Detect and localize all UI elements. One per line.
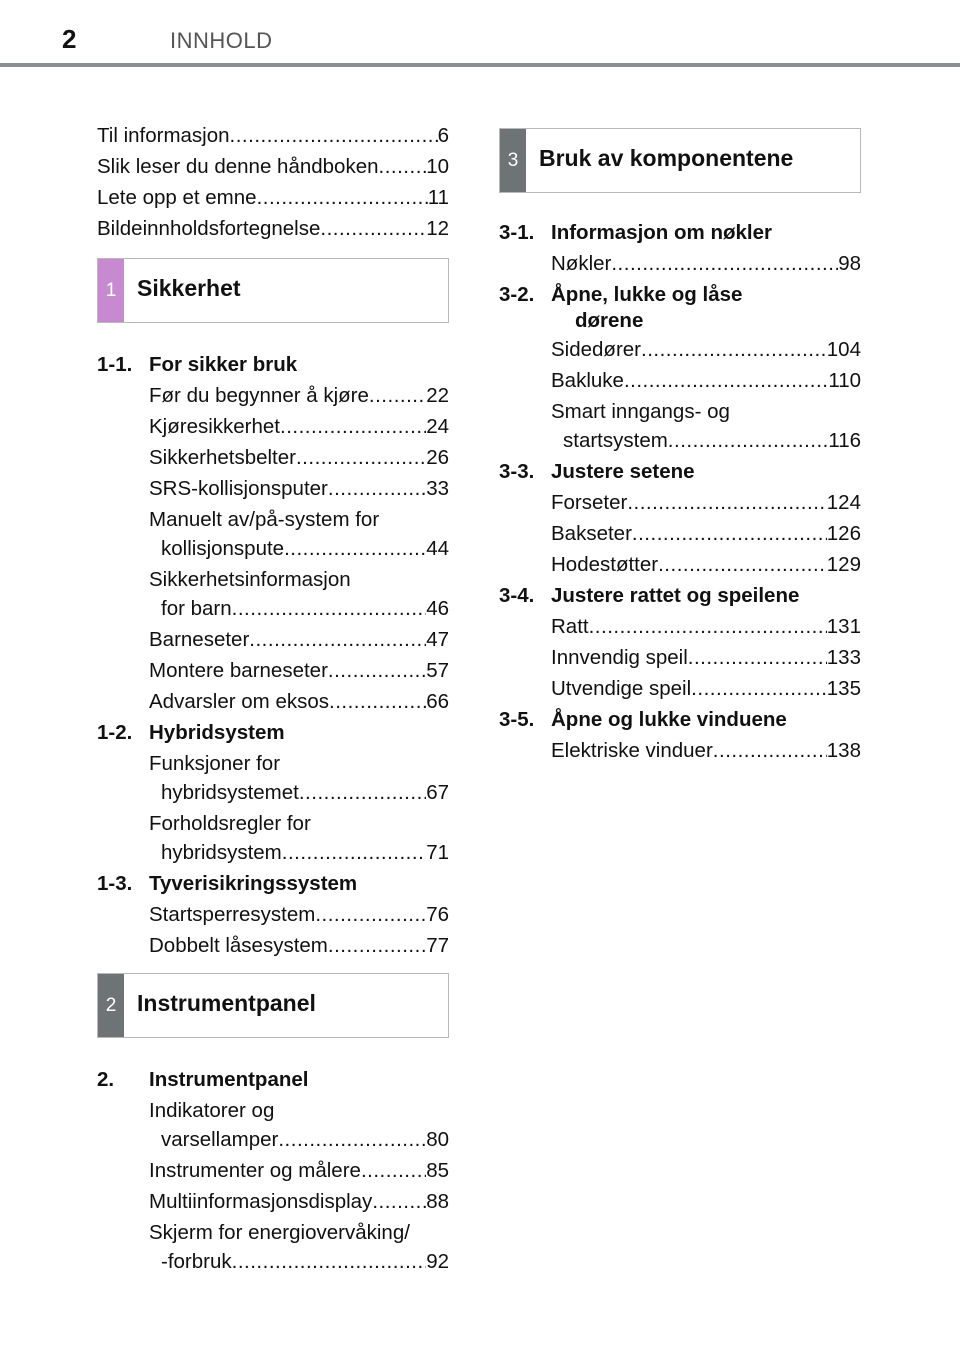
toc-entry-wrapped[interactable]: Manuelt av/på-system for kollisjonspute ..... 44 bbox=[149, 504, 449, 564]
entry-group bbox=[499, 611, 861, 704]
toc-entry[interactable]: Multiinformasjonsdisplay ..... 88 bbox=[149, 1186, 449, 1217]
toc-entry[interactable]: Lete opp et emne ..... 11 bbox=[97, 182, 449, 213]
entry-group bbox=[97, 380, 449, 717]
toc-entry[interactable]: Kjøresikkerhet ..... 24 bbox=[149, 411, 449, 442]
toc-entry[interactable]: Elektriske vinduer ..... 138 bbox=[551, 735, 861, 766]
section-tab: 3 bbox=[500, 129, 526, 192]
toc-entry[interactable]: Sikkerhetsbelter ..... 26 bbox=[149, 442, 449, 473]
section-header-bruk-av-komponentene[interactable] bbox=[499, 128, 861, 193]
toc-entry-wrapped[interactable]: Funksjoner for hybridsystemet ..... 67 bbox=[149, 748, 449, 808]
toc-entry-wrapped[interactable]: Indikatorer og varsellamper ..... 80 bbox=[149, 1095, 449, 1155]
toc-left-column bbox=[97, 120, 449, 1277]
entry-group bbox=[97, 1095, 449, 1277]
subsection-heading[interactable]: 1-1. For sikker bruk bbox=[97, 353, 298, 376]
toc-entry-wrapped[interactable]: Sikkerhetsinformasjon for barn ..... 46 bbox=[149, 564, 449, 624]
entry-group bbox=[499, 487, 861, 580]
toc-entry[interactable]: Montere barneseter ..... 57 bbox=[149, 655, 449, 686]
entry-group bbox=[97, 748, 449, 868]
subsection-heading[interactable]: 3-3. Justere setene bbox=[499, 460, 695, 483]
toc-entry[interactable]: Slik leser du denne håndboken ..... 10 bbox=[97, 151, 449, 182]
subsection-heading[interactable]: 1-3. Tyverisikringssystem bbox=[97, 872, 358, 895]
subsection-heading[interactable]: 3-4. Justere rattet og speilene bbox=[499, 584, 800, 607]
section-title: Sikkerhet bbox=[137, 275, 241, 301]
subsection-heading[interactable]: 3-5. Åpne og lukke vinduene bbox=[499, 708, 787, 731]
page-header bbox=[0, 0, 960, 68]
subsection-heading[interactable]: 3-2. Åpne, lukke og låse dørene bbox=[499, 283, 743, 332]
section-title: Instrumentpanel bbox=[137, 990, 316, 1016]
entry-group bbox=[499, 735, 861, 766]
section-header-instrumentpanel[interactable] bbox=[97, 973, 449, 1038]
header-title: INNHOLD bbox=[170, 28, 273, 53]
header-rule bbox=[0, 63, 960, 67]
toc-entry[interactable]: Dobbelt låsesystem ..... 77 bbox=[149, 930, 449, 961]
toc-entry-wrapped[interactable]: Skjerm for energiovervåking/ -forbruk ..... 92 bbox=[149, 1217, 449, 1277]
toc-entry[interactable]: Nøkler ..... 98 bbox=[551, 248, 861, 279]
entry-group bbox=[499, 248, 861, 279]
toc-entry[interactable]: Sidedører ..... 104 bbox=[551, 334, 861, 365]
entry-group bbox=[97, 899, 449, 961]
toc-entry[interactable]: Startsperresystem ..... 76 bbox=[149, 899, 449, 930]
toc-entry-wrapped[interactable]: Forholdsregler for hybridsystem ..... 71 bbox=[149, 808, 449, 868]
toc-entry[interactable]: Instrumenter og målere ..... 85 bbox=[149, 1155, 449, 1186]
toc-entry-wrapped[interactable]: Smart inngangs- og startsystem ..... 116 bbox=[551, 396, 861, 456]
entry-group bbox=[499, 334, 861, 456]
toc-entry[interactable]: Ratt ..... 131 bbox=[551, 611, 861, 642]
section-header-sikkerhet[interactable] bbox=[97, 258, 449, 323]
section-tab: 1 bbox=[98, 259, 124, 322]
toc-entry[interactable]: Innvendig speil ..... 133 bbox=[551, 642, 861, 673]
subsection-heading[interactable]: 3-1. Informasjon om nøkler bbox=[499, 221, 772, 244]
section-tab: 2 bbox=[98, 974, 124, 1037]
section-title: Bruk av komponentene bbox=[539, 145, 794, 171]
toc-entry[interactable]: Bildeinnholdsfortegnelse ..... 12 bbox=[97, 213, 449, 244]
toc-entry[interactable]: Bakluke ..... 110 bbox=[551, 365, 861, 396]
toc-entry[interactable]: Advarsler om eksos ..... 66 bbox=[149, 686, 449, 717]
toc-entry[interactable]: Til informasjon ..... 6 bbox=[97, 120, 449, 151]
toc-entry[interactable]: Bakseter ..... 126 bbox=[551, 518, 861, 549]
toc-entry[interactable]: Barneseter ..... 47 bbox=[149, 624, 449, 655]
toc-entry[interactable]: Hodestøtter ..... 129 bbox=[551, 549, 861, 580]
toc-entry[interactable]: Før du begynner å kjøre ..... 22 bbox=[149, 380, 449, 411]
toc-entry[interactable]: Utvendige speil ..... 135 bbox=[551, 673, 861, 704]
toc-right-column bbox=[499, 128, 861, 766]
subsection-heading[interactable]: 2. Instrumentpanel bbox=[97, 1068, 309, 1091]
intro-list bbox=[97, 120, 449, 244]
page-number: 2 bbox=[62, 24, 77, 54]
toc-entry[interactable]: Forseter ..... 124 bbox=[551, 487, 861, 518]
toc-entry[interactable]: SRS-kollisjonsputer ..... 33 bbox=[149, 473, 449, 504]
subsection-heading[interactable]: 1-2. Hybridsystem bbox=[97, 721, 285, 744]
